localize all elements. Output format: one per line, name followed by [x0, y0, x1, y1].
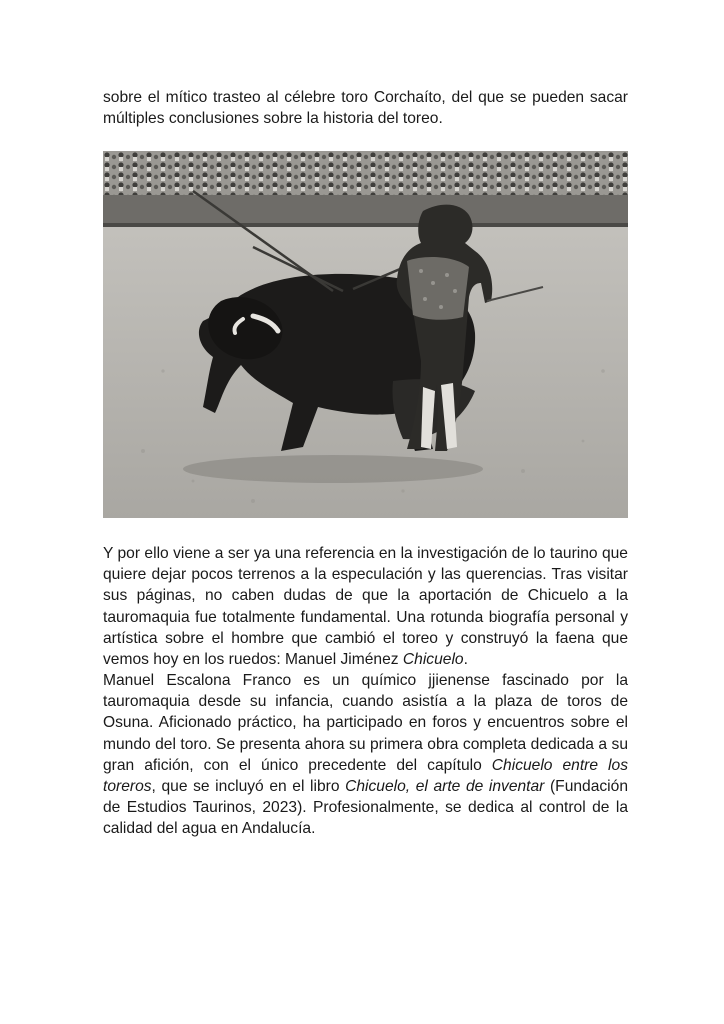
intro-text: sobre el mítico trasteo al célebre toro Corchaíto, del que se pueden sacar múltiples conclusiones sobre la historia del toreo.	[103, 89, 628, 128]
paragraph-2-italic-1: Chicuelo entre los toreros	[103, 756, 628, 796]
paragraph-1-end: .	[463, 651, 468, 669]
intro-paragraph	[103, 87, 628, 129]
body-paragraph-1	[103, 543, 628, 670]
paragraph-2-italic-2: Chicuelo, el arte de inventar	[345, 778, 545, 796]
paragraph-1-text: Y por ello viene a ser ya una referencia en la investigación de lo taurino que quiere dejar pocos terrenos a la especulación y las querencias. Tras visitar sus páginas, no caben dudas de que la aportación de Chicuelo a la tauromaquia fue totalmente fundamental. Una rotunda biografía personal y artística sobre el hombre que cambió el toreo y construyó la faena que vemos hoy en los ruedos: Manuel Jiménez	[103, 545, 628, 669]
bullfight-photo	[103, 151, 628, 518]
paragraph-2-part-3: (Fundación de Estudios Taurinos, 2023). Profesionalmente, se dedica al control de la calidad del agua en Andalucía.	[103, 778, 628, 838]
body-paragraph-2	[103, 670, 628, 840]
paragraph-2-part-2: , que se incluyó en el libro	[151, 778, 346, 796]
bullfight-photo-icon	[103, 151, 628, 518]
paragraph-1-italic: Chicuelo	[402, 651, 464, 669]
paragraph-2-part-1: Manuel Escalona Franco es un químico jjienense fascinado por la tauromaquia desde su infancia, cuando asistía a la plaza de toros de Osuna. Aficionado práctico, ha participado en foros y encuentros sobre el mundo del toro. Se presenta ahora su primera obra completa dedicada a su gran afición, con el único precedente del capítulo	[103, 672, 628, 774]
